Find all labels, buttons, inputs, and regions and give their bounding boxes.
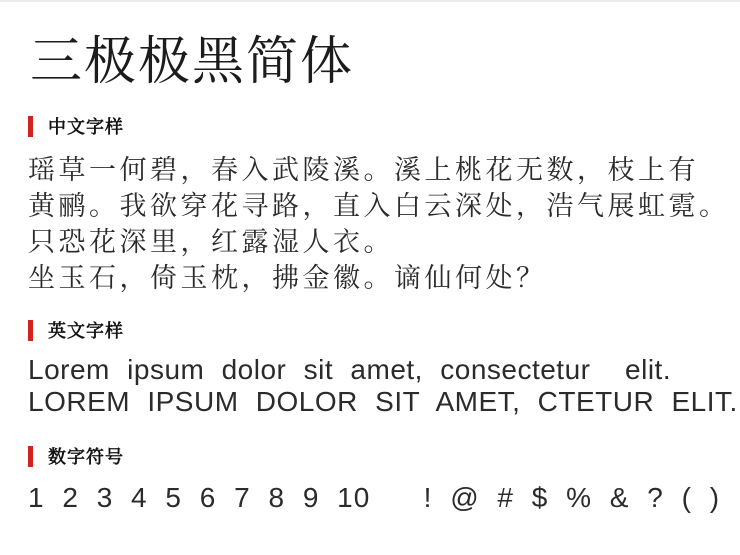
section-label-chinese: 中文字样 <box>48 117 124 137</box>
red-marker-bar <box>28 446 33 467</box>
chinese-sample-text <box>28 152 730 296</box>
section-label-numbers: 数字符号 <box>48 447 124 467</box>
chinese-sample-line: 瑶草一何碧，春入武陵溪。溪上桃花无数，枝上有 <box>28 155 699 185</box>
section-label-english: 英文字样 <box>48 321 124 341</box>
section-header-chinese <box>28 114 710 138</box>
page-title: 三极极黑简体 <box>30 33 355 91</box>
chinese-sample-line: 坐玉石，倚玉枕，拂金徽。谪仙何处？ <box>28 263 547 293</box>
chinese-sample-line: 只恐花深里，红露湿人衣。 <box>28 227 394 257</box>
red-marker-bar <box>28 116 33 137</box>
english-sample-line: LOREM IPSUM DOLOR SIT AMET, CTETUR ELIT. <box>28 386 738 417</box>
chinese-sample-line: 黄鹂。我欲穿花寻路，直入白云深处，浩气展虹霓。 <box>28 191 730 221</box>
english-sample-text <box>28 354 738 418</box>
section-header-english <box>28 318 710 342</box>
numbers-sample-line: 1 2 3 4 5 6 7 8 9 10 ! @ # $ % & ? ( ) <box>28 482 721 513</box>
numbers-sample-text <box>28 482 721 514</box>
english-sample-line: Lorem ipsum dolor sit amet, consectetur elit. <box>28 354 672 385</box>
section-header-numbers <box>28 444 710 468</box>
red-marker-bar <box>28 320 33 341</box>
